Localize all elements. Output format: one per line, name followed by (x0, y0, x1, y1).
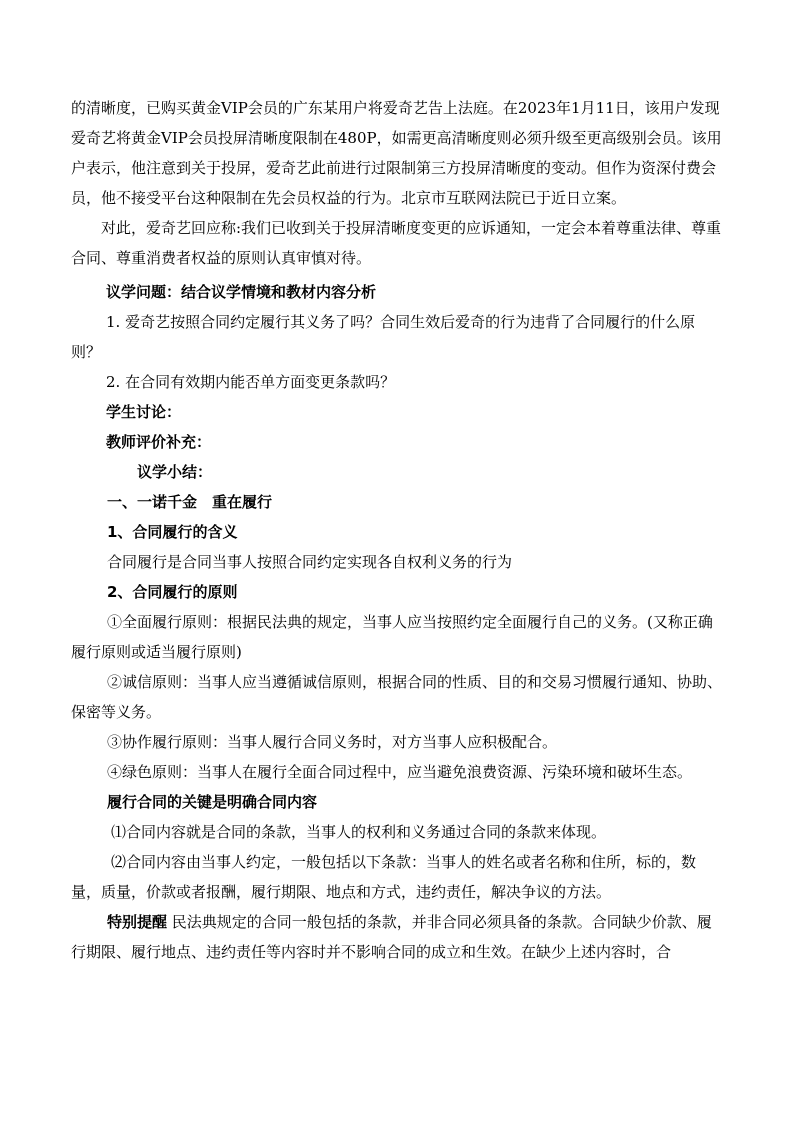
principle-3: ③协作履行原则：当事人履行合同义务时，对方当事人应积极配合。 (107, 733, 558, 751)
summary-label: 议学小结： (137, 463, 213, 481)
document-body (71, 93, 725, 967)
subsection-1-text: 合同履行是合同当事人按照合同约定实现各自权利义务的行为 (107, 553, 513, 571)
special-note-text: 民法典规定的合同一般包括的条款，并非合同必须具备的条款。合同缺少价款、履行期限、履行地点、违约责任等内容时并不影响合同的成立和生效。在缺少上述内容时，合 (71, 913, 712, 961)
key-title: 履行合同的关键是明确合同内容 (107, 793, 318, 811)
subsection-1-title: 1、合同履行的含义 (107, 523, 238, 541)
question-heading: 议学问题：结合议学情境和教材内容分析 (106, 283, 377, 301)
intro-paragraph-1: 的清晰度，已购买黄金VIP会员的广东某用户将爱奇艺告上法庭。在2023年1月11日，该用户发现爱奇艺将黄金VIP会员投屏清晰度限制在480P，如需更高清晰度则必须升级至更高级别会员。该用户表示，他注意到关于投屏，爱奇艺此前进行过限制第三方投屏清晰度的变动。但作为资深付费会员，他不接受平台这种限制在先会员权益的行为。北京市互联网法院已于近日立案。 (71, 99, 722, 207)
intro-paragraph-2: 对此，爱奇艺回应称:我们已收到关于投屏清晰度变更的应诉通知，一定会本着尊重法律、尊重合同、尊重消费者权益的原则认真审慎对待。 (71, 219, 722, 267)
key-point-2: ⑵合同内容由当事人约定，一般包括以下条款：当事人的姓名或者名称和住所，标的，数量，质量，价款或者报酬，履行期限、地点和方式，违约责任，解决争议的方法。 (71, 853, 697, 901)
student-discussion-label: 学生讨论： (106, 403, 182, 421)
question-2: 2. 在合同有效期内能否单方面变更条款吗？ (106, 373, 396, 391)
question-1: 1. 爱奇艺按照合同约定履行其义务了吗？合同生效后爱奇的行为违背了合同履行的什么原则？ (71, 313, 696, 361)
teacher-evaluation-label: 教师评价补充： (106, 433, 212, 451)
principle-1: ①全面履行原则：根据民法典的规定，当事人应当按照约定全面履行自己的义务。(又称正确履行原则或适当履行原则) (71, 613, 713, 661)
key-point-1: ⑴合同内容就是合同的条款，当事人的权利和义务通过合同的条款来体现。 (111, 823, 607, 841)
subsection-2-title: 2、合同履行的原则 (107, 583, 238, 601)
special-note (71, 907, 725, 967)
section-title: 一、一诺千金 重在履行 (107, 493, 273, 511)
special-note-label: 特别提醒 (107, 913, 168, 931)
principle-4: ④绿色原则：当事人在履行全面合同过程中，应当避免浪费资源、污染环境和破坏生态。 (107, 763, 693, 781)
principle-2: ②诚信原则：当事人应当遵循诚信原则，根据合同的性质、目的和交易习惯履行通知、协助、保密等义务。 (71, 673, 723, 721)
